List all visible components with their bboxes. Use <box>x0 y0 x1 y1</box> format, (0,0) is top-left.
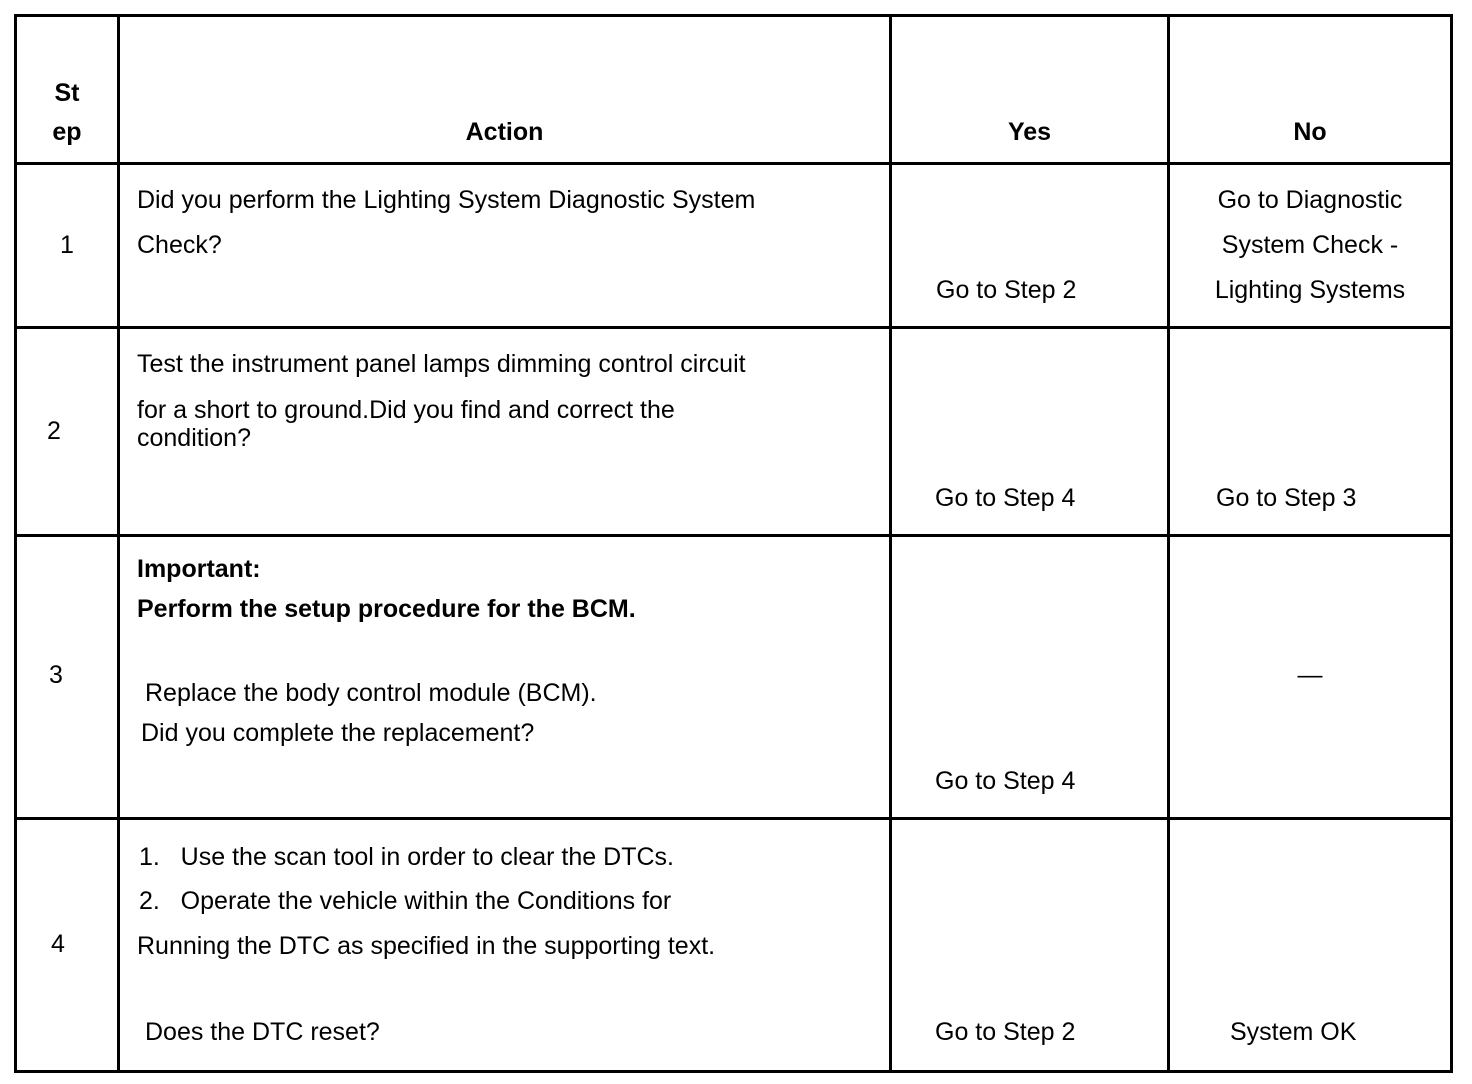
step-cell <box>16 328 119 536</box>
header-action: Action <box>465 118 544 146</box>
yes-cell <box>891 328 1169 536</box>
yes-result: Go to Step 2 <box>936 276 1077 304</box>
header-step-line1: St <box>54 79 80 107</box>
action-line: Check? <box>137 231 222 259</box>
no-cell <box>1169 164 1452 328</box>
action-line: Test the instrument panel lamps dimming control circuit <box>137 350 746 378</box>
table-row <box>16 819 1452 1072</box>
action-cell <box>119 164 891 328</box>
step-cell <box>16 536 119 819</box>
no-result: — <box>1297 661 1323 689</box>
table-row <box>16 328 1452 536</box>
table-row <box>16 164 1452 328</box>
action-line: Did you perform the Lighting System Diagnostic System <box>137 186 756 214</box>
no-result-line: Go to Diagnostic <box>1217 186 1403 214</box>
no-result-line: System Check - <box>1221 231 1399 259</box>
action-line: 1. Use the scan tool in order to clear the DTCs. <box>139 843 674 871</box>
yes-cell <box>891 536 1169 819</box>
no-result: Go to Step 3 <box>1216 484 1357 512</box>
header-yes-cell <box>891 16 1169 164</box>
action-line: Running the DTC as specified in the supporting text. <box>137 932 716 960</box>
yes-cell <box>891 164 1169 328</box>
action-line: Replace the body control module (BCM). <box>145 679 597 707</box>
step-number: 3 <box>49 661 63 689</box>
important-label: Important: <box>137 555 261 583</box>
header-no-cell <box>1169 16 1452 164</box>
no-cell <box>1169 328 1452 536</box>
step-cell <box>16 164 119 328</box>
action-line: 2. Operate the vehicle within the Conditions for <box>139 887 672 915</box>
yes-result: Go to Step 4 <box>935 767 1076 795</box>
step-number: 2 <box>47 417 61 445</box>
header-step-line2: ep <box>52 118 82 146</box>
action-line: Did you complete the replacement? <box>141 719 535 747</box>
no-result: System OK <box>1230 1018 1357 1046</box>
no-result-line: Lighting Systems <box>1214 276 1406 304</box>
no-cell <box>1169 536 1452 819</box>
header-action-cell <box>119 16 891 164</box>
header-step-cell <box>16 16 119 164</box>
action-cell <box>119 328 891 536</box>
step-number: 4 <box>51 930 65 958</box>
action-line: condition? <box>137 424 251 452</box>
table-header-row <box>16 16 1452 164</box>
header-no: No <box>1293 118 1327 146</box>
action-line: Does the DTC reset? <box>145 1018 380 1046</box>
step-cell <box>16 819 119 1072</box>
important-text: Perform the setup procedure for the BCM. <box>137 595 636 623</box>
yes-cell <box>891 819 1169 1072</box>
yes-result: Go to Step 2 <box>935 1018 1076 1046</box>
no-cell <box>1169 819 1452 1072</box>
step-number: 1 <box>60 231 74 259</box>
yes-result: Go to Step 4 <box>935 484 1076 512</box>
action-cell <box>119 536 891 819</box>
action-cell <box>119 819 891 1072</box>
header-yes: Yes <box>1007 118 1052 146</box>
action-line: for a short to ground.Did you find and correct the <box>137 396 675 424</box>
table-row <box>16 536 1452 819</box>
diagnostic-table <box>14 14 1453 1073</box>
